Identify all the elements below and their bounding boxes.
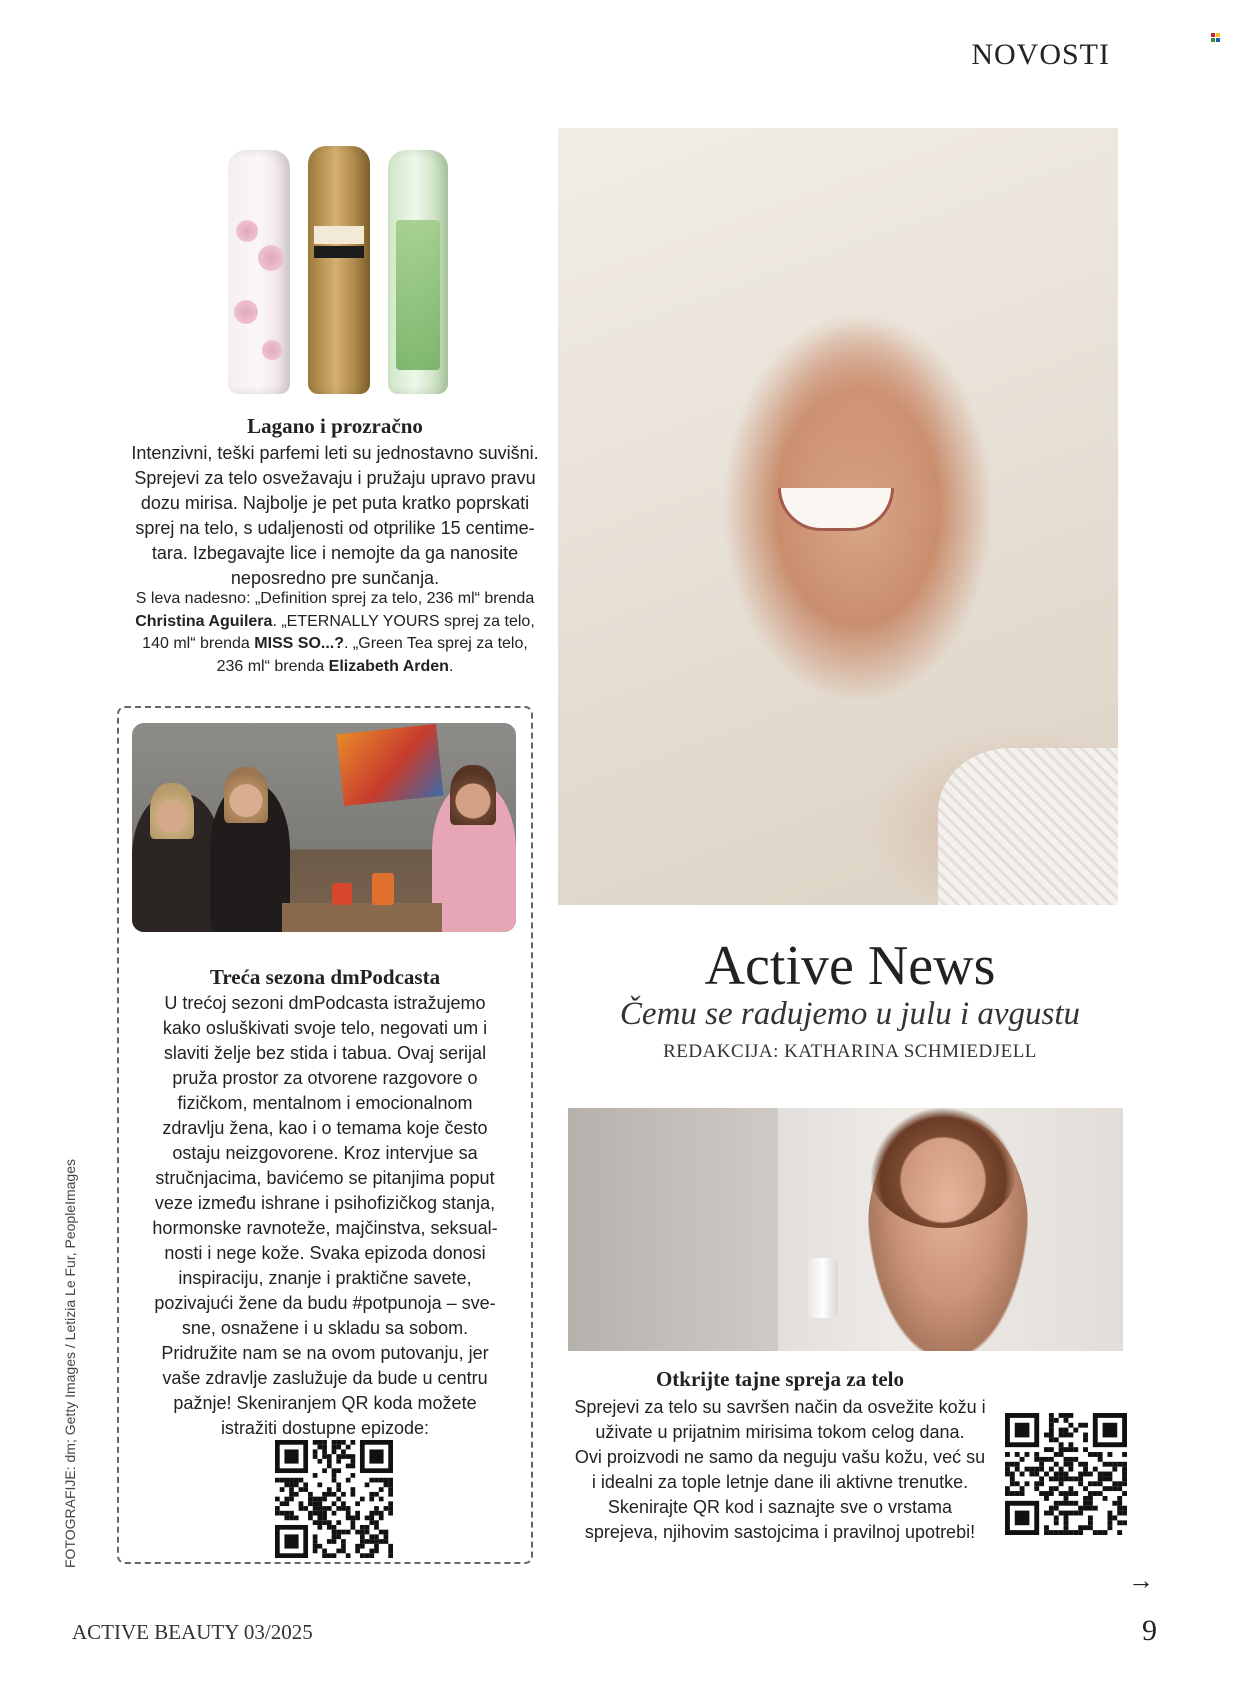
woman-hair	[868, 1108, 1018, 1228]
feature-title: Active News	[704, 935, 996, 997]
spray-article-body: Sprejevi za telo su savršen način da osvežite kožu i uživate u prijatnim mirisima tokom celog dana. Ovi proizvodi ne samo da neguju vašu kožu, već su i idealni za tople letnje dane ili aktivne trenutke. Skenirajte QR kod i saznajte sve o vrstama sprejeva, njihovim sastojcima i pravilnoj upotrebi!	[574, 1397, 986, 1542]
christina-aguilera-bottle	[228, 150, 290, 394]
green-tea-bottle	[388, 150, 448, 394]
podcast-studio-photo	[132, 723, 516, 932]
perfume-caption: S leva nadesno: „Definition sprej za telo, 236 ml“ brenda Christina Aguilera. „ETERNALLY YOURS sprej za telo, 140 ml“ brenda MISS SO...?. „Green Tea sprej za telo, 236 ml“ brenda Elizabeth Arden.	[135, 590, 535, 675]
podcast-article-body: U trećoj sezoni dmPodcasta istražujemo kako osluškivati svoje telo, negovati um i slaviti želje bez stida i tabua. Ovaj serijal pruža prostor za otvorene razgovore o fizičkom, mentalnom i emocionalnom zdravlju žena, kao i o temama koje često ostaju neizgovorene. Kroz intervjue sa stručnjacima, bavićemo se pitanjima poput veze između ishrane i psihofizičkog stanja, hormonske ravnoteže, majčinstva, seksual- nosti i nege kože. Svaka epizoda donosi inspiraciju, znanje i praktične savete, pozivajući žene da budu #potpunoja – sve- sne, osnažene i u skladu sa sobom. Pridružite nam se na ovom putovanju, jer vaše zdravlje zaslužuje da bude u centru pažnje! Skeniranjem QR koda možete istražiti dostupne epizode:	[152, 993, 498, 1438]
arrow-right-icon[interactable]: →	[1128, 1565, 1154, 1595]
page-number: 9	[1142, 1614, 1157, 1647]
section-label: NOVOSTI	[971, 38, 1110, 71]
dm-logo-mark-icon	[1211, 33, 1220, 42]
smiling-woman-photo	[558, 128, 1118, 905]
podcast-article-title: Treća sezona dmPodcasta	[209, 965, 441, 989]
eternally-yours-bottle	[308, 146, 370, 394]
perfume-article-title: Lagano i prozračno	[247, 414, 423, 438]
spray-qr-code-icon[interactable]	[1005, 1413, 1127, 1535]
perfume-article-body: Intenzivni, teški parfemi leti su jednostavno suvišni. Sprejevi za telo osvežavaju i pružaju upravo pravu dozu mirisa. Najbolje je pet puta kratko poprskati sprej na telo, s udaljenosti od otprilike 15 centime- tara. Izbegavajte lice i nemojte da ga nanosite neposredno pre sunčanja.	[131, 443, 539, 588]
lace-dress-detail	[938, 748, 1118, 905]
perfume-bottles-image	[228, 146, 448, 394]
magazine-issue: ACTIVE BEAUTY 03/2025	[72, 1620, 313, 1644]
woman-mirror-photo	[568, 1108, 1123, 1351]
wall-artwork	[337, 724, 444, 806]
feature-subtitle: Čemu se radujemo u julu i avgustu	[619, 996, 1081, 1032]
smile-detail	[778, 488, 894, 531]
podcast-qr-code-icon[interactable]	[275, 1440, 393, 1558]
mirror-reflection	[568, 1108, 778, 1351]
spray-article-title: Otkrijte tajne spreja za telo	[655, 1367, 905, 1391]
byline: REDAKCIJA: KATHARINA SCHMIEDJELL	[663, 1041, 1037, 1062]
photo-credit: FOTOGRAFIJE: dm; Getty Images / Letizia Le Fur, PeopleImages	[62, 1158, 78, 1568]
